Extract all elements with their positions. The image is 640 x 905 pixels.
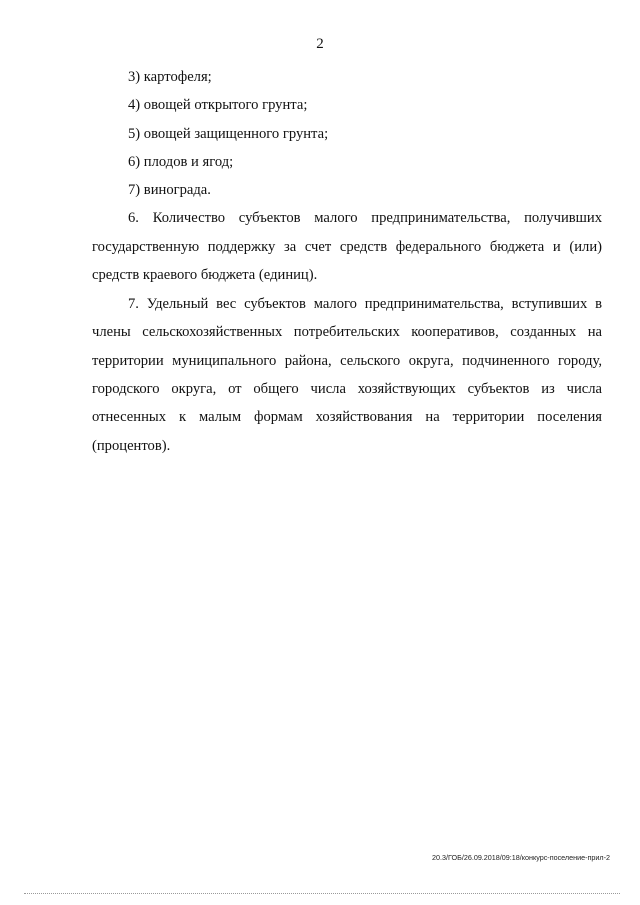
document-body	[92, 64, 602, 460]
paragraph-indicator-6: 6. Количество субъектов малого предпринимательства, получивших государственную поддержку за счет средств федерального бюджета и (или) средств краевого бюджета (единиц).	[92, 210, 602, 284]
list-item: 6) плодов и ягод;	[128, 153, 234, 170]
page-number: 2	[316, 36, 324, 52]
bottom-divider	[24, 893, 620, 894]
list-item: 7) винограда.	[128, 182, 211, 199]
paragraph-indicator-7: 7. Удельный вес субъектов малого предпринимательства, вступивших в члены сельскохозяйственных потребительских кооперативов, созданных на территории муниципального района, сельского округа, подчиненного городу, городского округа, от общего числа хозяйствующих субъектов из числа отнесенных к малым формам хозяйствования на территории поселения (процентов).	[92, 295, 602, 454]
indicator-paragraphs	[92, 204, 602, 460]
list-item: 4) овощей открытого грунта;	[128, 97, 308, 114]
document-footer-code: 20.3/ГОБ/26.09.2018/09:18/конкурс-поселение-прил-2	[432, 853, 610, 862]
list-item: 3) картофеля;	[128, 69, 212, 85]
crop-list	[92, 67, 602, 200]
list-item: 5) овощей защищенного грунта;	[128, 125, 329, 142]
